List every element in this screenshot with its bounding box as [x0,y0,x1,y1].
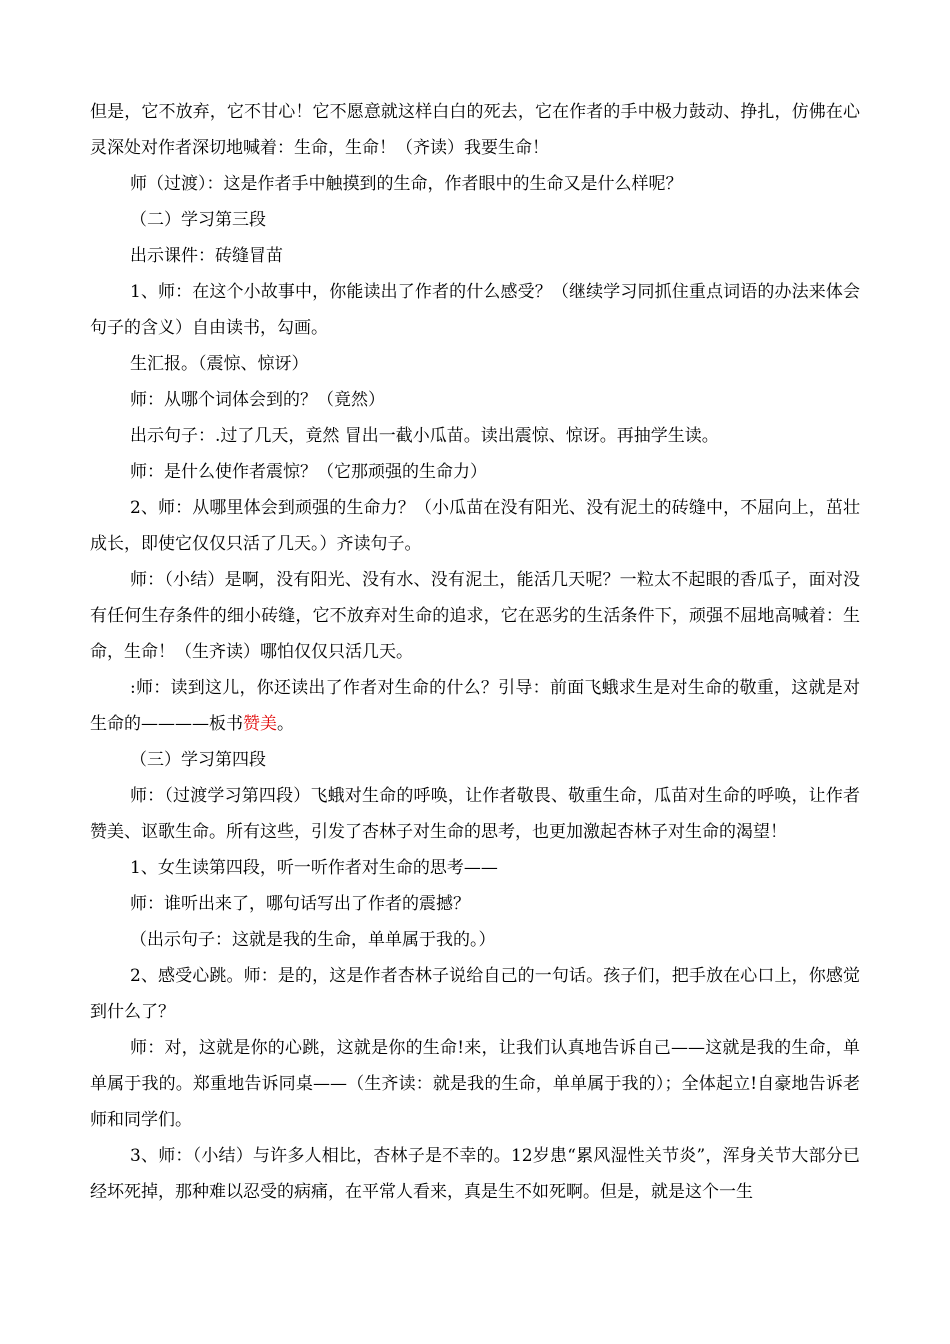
paragraph: 师：是什么使作者震惊？（它那顽强的生命力） [130,462,487,482]
paragraph: 出示课件：砖缝冒苗 [130,246,283,266]
paragraph: 师：对，这就是你的心跳，这就是你的生命!来，让我们认真地告诉自己——这就是我的生命，单单属于我的。郑重地告诉同桌——（生齐读：就是我的生命，单单属于我的）；全体起立!自豪地告诉老师和同学们。 [90,1038,860,1130]
paragraph: 生汇报。（震惊、惊讶） [130,354,309,374]
paragraph: 师：（小结）是啊，没有阳光、没有水、没有泥土，能活几天呢？一粒太不起眼的香瓜子，面对没有任何生存条件的细小砖缝，它不放弃对生命的追求，它在恶劣的生活条件下，顽强不屈地高喊着：生命，生命！（生齐读）哪怕仅仅只活几天。 [90,570,860,662]
paragraph: 1、女生读第四段，听一听作者对生命的思考—— [130,858,498,878]
paragraph: 2、感受心跳。师：是的，这是作者杏林子说给自己的一句话。孩子们，把手放在心口上，你感觉到什么了？ [90,966,860,1022]
section-heading: （二）学习第三段 [130,210,266,230]
paragraph: 3、师：（小结）与许多人相比，杏林子是不幸的。12岁患“累风湿性关节炎”，浑身关节大部分已经坏死掉，那种难以忍受的病痛，在平常人看来，真是生不如死啊。但是，就是这个一生 [90,1146,860,1202]
paragraph: （出示句子：这就是我的生命，单单属于我的。） [130,930,496,950]
paragraph: 师：（过渡学习第四段）飞蛾对生命的呼唤，让作者敬畏、敬重生命，瓜苗对生命的呼唤，让作者赞美、讴歌生命。所有这些，引发了杏林子对生命的思考，也更加激起杏林子对生命的渴望！ [90,786,860,842]
paragraph [90,670,860,742]
section-heading: （三）学习第四段 [130,750,266,770]
paragraph: 师（过渡）：这是作者手中触摸到的生命，作者眼中的生命又是什么样呢？ [130,174,683,194]
highlighted-word: 赞美 [243,714,277,734]
document-body [90,94,860,1210]
paragraph: 出示句子：.过了几天，竟然 冒出一截小瓜苗。读出震惊、惊讶。再抽学生读。 [130,426,719,446]
paragraph: 但是，它不放弃，它不甘心！它不愿意就这样白白的死去，它在作者的手中极力鼓动、挣扎，仿佛在心灵深处对作者深切地喊着：生命，生命！（齐读）我要生命！ [90,102,860,158]
paragraph-text: 。 [277,714,294,734]
paragraph: 师：从哪个词体会到的？（竟然） [130,390,385,410]
paragraph-text: :师：读到这儿，你还读出了作者对生命的什么？引导：前面飞蛾求生是对生命的敬重，这就是对生命的————板书 [90,678,860,734]
paragraph: 师：谁听出来了，哪句话写出了作者的震撼？ [130,894,470,914]
paragraph: 2、师：从哪里体会到顽强的生命力？（小瓜苗在没有阳光、没有泥土的砖缝中，不屈向上，茁壮成长，即使它仅仅只活了几天。）齐读句子。 [90,498,860,554]
paragraph: 1、师：在这个小故事中，你能读出了作者的什么感受？（继续学习同抓住重点词语的办法来体会句子的含义）自由读书，勾画。 [90,282,860,338]
